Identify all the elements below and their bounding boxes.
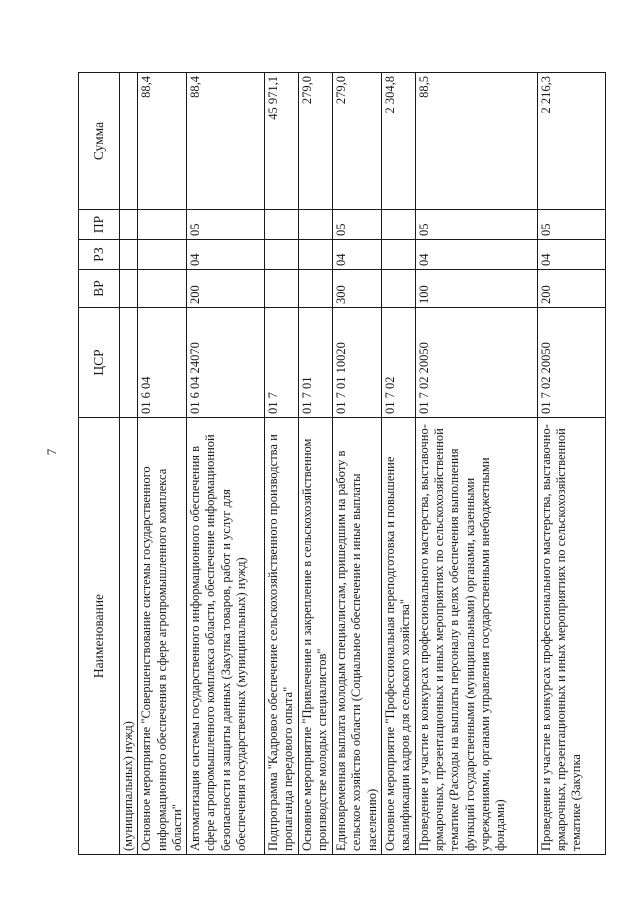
cell-sum: 88,4	[138, 73, 187, 210]
table-row	[138, 73, 187, 855]
cell-vr	[138, 270, 187, 308]
cell-pr: 05	[187, 210, 265, 240]
cell-vr: 100	[415, 270, 537, 308]
page-number: 7	[44, 448, 59, 456]
table-row	[299, 73, 333, 855]
cell-pr	[381, 210, 415, 240]
header-vr: ВР	[79, 270, 120, 308]
cell-name: Основное мероприятие "Совершенствование системы государственного информационного обеспечения в сфере агропромышленного комплекса области"	[138, 418, 187, 855]
cell-pr: 05	[537, 210, 605, 240]
cell-csr: 01 7 02 20050	[537, 308, 605, 418]
cell-name: Единовременная выплата молодым специалистам, пришедшим на работу в сельское хозяйство области (Социальное обеспечение и иные выплаты населению)	[333, 418, 382, 855]
cell-name: Автоматизация системы государственного информационного обеспечения в сфере агропромышленного комплекса области, обеспечение информационной безопасности и защиты данных (Закупка товаров, работ и услуг для обеспечения государственных (муниципальных) нужд)	[187, 418, 265, 855]
cell-pr	[138, 210, 187, 240]
cell-rz: 04	[537, 240, 605, 270]
cell-name: Проведение и участие в конкурсах профессионального мастерства, выставочно-ярмарочных, презентационных и иных мероприятиях по сельскохозяйственной тематике (Расходы на выплаты персоналу в целях обеспечения выполнения функций государственными (муниципальными) органами, казенными учреждениями, органами управления государственными внебюджетными фондами)	[415, 418, 537, 855]
cell-vr	[120, 270, 138, 308]
table-row	[120, 73, 138, 855]
cell-pr	[120, 210, 138, 240]
cell-rz	[299, 240, 333, 270]
cell-csr: 01 7	[265, 308, 299, 418]
cell-sum: 279,0	[299, 73, 333, 210]
cell-pr	[265, 210, 299, 240]
cell-vr: 200	[537, 270, 605, 308]
cell-rz	[265, 240, 299, 270]
cell-sum: 88,4	[187, 73, 265, 210]
rotated-page	[78, 73, 606, 855]
cell-vr	[381, 270, 415, 308]
cell-name: Основное мероприятие "Профессиональная переподготовка и повышение квалификации кадров для сельского хозяйства"	[381, 418, 415, 855]
table-row	[381, 73, 415, 855]
cell-sum: 279,0	[333, 73, 382, 210]
cell-csr: 01 7 02	[381, 308, 415, 418]
header-pr: ПР	[79, 210, 120, 240]
cell-csr: 01 7 01 10020	[333, 308, 382, 418]
cell-pr: 05	[333, 210, 382, 240]
cell-csr: 01 7 01	[299, 308, 333, 418]
table-header-row	[79, 73, 120, 855]
cell-vr	[265, 270, 299, 308]
cell-name: Проведение и участие в конкурсах профессионального мастерства, выставочно-ярмарочных, презентационных и иных мероприятиях по сельскохозяйственной тематике (Закупка	[537, 418, 605, 855]
table-row	[333, 73, 382, 855]
cell-name: (муниципальных) нужд)	[120, 418, 138, 855]
budget-table	[78, 72, 606, 855]
header-rz: РЗ	[79, 240, 120, 270]
cell-vr: 300	[333, 270, 382, 308]
cell-sum: 88,5	[415, 73, 537, 210]
cell-rz: 04	[187, 240, 265, 270]
table-row	[537, 73, 605, 855]
cell-rz	[138, 240, 187, 270]
table-row	[265, 73, 299, 855]
cell-rz	[381, 240, 415, 270]
cell-sum: 2 216,3	[537, 73, 605, 210]
cell-name: Подпрограмма "Кадровое обеспечение сельскохозяйственного производства и пропаганда передового опыта"	[265, 418, 299, 855]
cell-vr: 200	[187, 270, 265, 308]
table-row	[187, 73, 265, 855]
cell-sum: 2 304,8	[381, 73, 415, 210]
cell-name: Основное мероприятие "Привлечение и закрепление в сельскохозяйственном производстве молодых специалистов"	[299, 418, 333, 855]
cell-rz	[120, 240, 138, 270]
cell-pr: 05	[415, 210, 537, 240]
cell-csr: 01 6 04 24070	[187, 308, 265, 418]
table-row	[415, 73, 537, 855]
cell-csr: 01 6 04	[138, 308, 187, 418]
cell-csr	[120, 308, 138, 418]
cell-rz: 04	[333, 240, 382, 270]
header-csr: ЦСР	[79, 308, 120, 418]
cell-sum	[120, 73, 138, 210]
header-name: Наименование	[79, 418, 120, 855]
cell-pr	[299, 210, 333, 240]
header-sum: Сумма	[79, 73, 120, 210]
cell-sum: 45 971,1	[265, 73, 299, 210]
cell-vr	[299, 270, 333, 308]
cell-csr: 01 7 02 20050	[415, 308, 537, 418]
cell-rz: 04	[415, 240, 537, 270]
